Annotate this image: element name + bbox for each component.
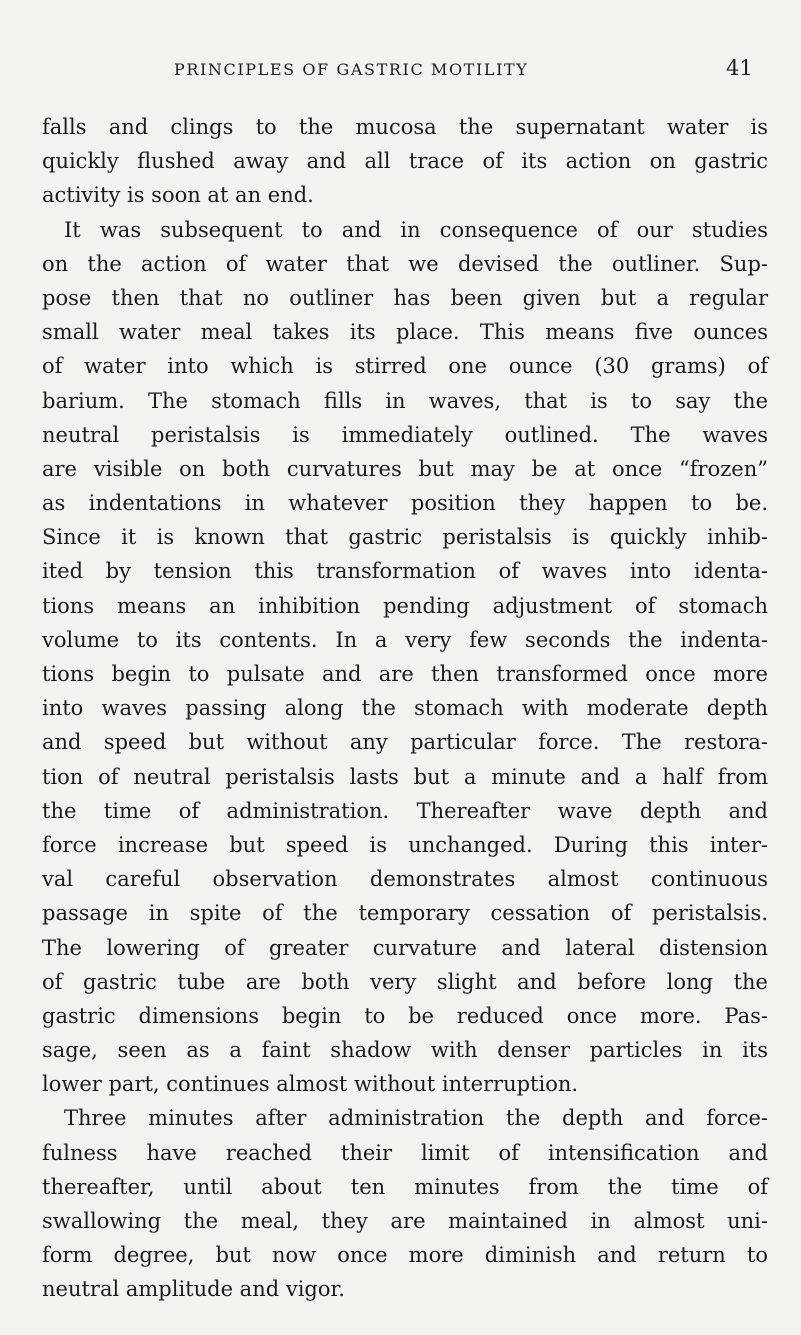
text-line: val careful observation demonstrates almost continuous — [42, 867, 768, 892]
text-line: of gastric tube are both very slight and before long the — [42, 969, 768, 994]
text-line: into waves passing along the stomach with moderate depth — [42, 696, 768, 721]
text-line: lower part, continues almost without interruption. — [42, 1072, 579, 1097]
text-line: on the action of water that we devised the outliner. Sup- — [42, 251, 768, 276]
page-number: 41 — [726, 56, 753, 80]
text-line: ited by tension this transformation of waves into identa- — [42, 559, 768, 584]
text-line: tions begin to pulsate and are then transformed once more — [42, 662, 768, 686]
text-line: activity is soon at an end. — [42, 183, 314, 208]
text-line: Since it is known that gastric peristalsis is quickly inhib- — [42, 525, 768, 550]
text-line: gastric dimensions begin to be reduced once more. Pas- — [42, 1003, 768, 1028]
text-line: passage in spite of the temporary cessation of peristalsis. — [42, 901, 768, 926]
text-line: force increase but speed is unchanged. During this inter- — [42, 832, 768, 857]
text-line: are visible on both curvatures but may be at once “frozen” — [42, 456, 768, 481]
text-line: thereafter, until about ten minutes from the time of — [42, 1174, 768, 1199]
text-line: and speed but without any particular force. The restora- — [42, 730, 768, 755]
text-line: neutral peristalsis is immediately outlined. The waves — [42, 422, 768, 447]
text-line: falls and clings to the mucosa the supernatant water is — [42, 115, 768, 139]
text-line: barium. The stomach fills in waves, that is to say the — [42, 388, 768, 413]
text-line: volume to its contents. In a very few seconds the indenta- — [42, 627, 768, 652]
text-line: sage, seen as a faint shadow with denser particles in its — [42, 1038, 768, 1063]
text-line: It was subsequent to and in consequence of our studies — [64, 217, 768, 242]
text-line: tion of neutral peristalsis lasts but a minute and a half from — [42, 764, 768, 789]
text-line: small water meal takes its place. This means five ounces — [42, 320, 768, 345]
text-line: swallowing the meal, they are maintained in almost uni- — [42, 1209, 768, 1233]
text-line: the time of administration. Thereafter wave depth and — [42, 798, 768, 823]
text-line: as indentations in whatever position they happen to be. — [42, 491, 768, 516]
text-line: The lowering of greater curvature and lateral distension — [42, 935, 768, 960]
text-line: of water into which is stirred one ounce (30 grams) of — [42, 354, 768, 379]
text-line: form degree, but now once more diminish and return to — [42, 1243, 768, 1268]
text-line: Three minutes after administration the depth and force- — [64, 1106, 768, 1131]
running-head-title: PRINCIPLES OF GASTRIC MOTILITY — [174, 60, 529, 79]
text-line: fulness have reached their limit of intensification and — [42, 1140, 768, 1165]
text-line: pose then that no outliner has been given but a regular — [42, 285, 768, 310]
text-line: neutral amplitude and vigor. — [42, 1277, 345, 1302]
text-line: tions means an inhibition pending adjustment of stomach — [42, 593, 768, 618]
text-line: quickly flushed away and all trace of its action on gastric — [42, 149, 768, 174]
body-text — [42, 110, 768, 1307]
